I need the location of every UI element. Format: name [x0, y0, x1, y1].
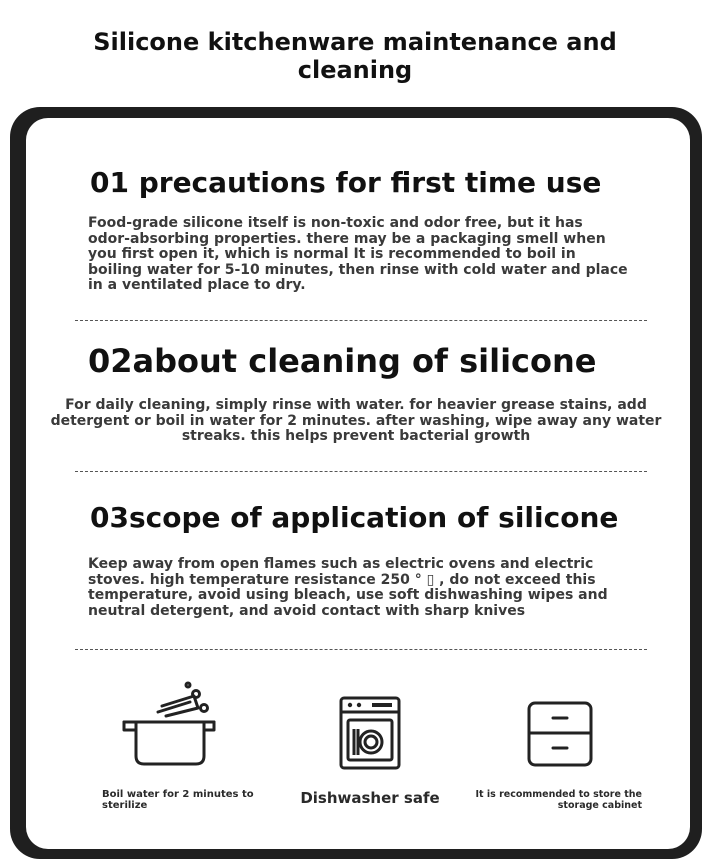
section-body-cleaning: For daily cleaning, simply rinse with water. for heavier grease stains, add detergent or boil in water for 2 minutes. after washing, wipe away any water streaks. this helps prevent bacterial growth	[50, 397, 662, 444]
section-heading-precautions: 01 precautions for first time use	[90, 166, 602, 199]
dishwasher-icon	[337, 695, 403, 771]
section-body-precautions: Food-grade silicone itself is non-toxic and odor free, but it has odor-absorbing properties. there may be a packaging smell when you first open it, which is normal It is recommended to boil in boiling water for 5-10 minutes, then rinse with cold water and place in a ventilated place to dry.	[88, 215, 628, 293]
section-heading-cleaning: 02about cleaning of silicone	[88, 342, 597, 380]
page-title: Silicone kitchenware maintenance and cleaning	[93, 28, 617, 84]
section-divider	[75, 471, 647, 472]
feature-caption-boil: Boil water for 2 minutes to sterilize	[102, 789, 254, 811]
section-body-scope: Keep away from open flames such as electric ovens and electric stoves. high temperature resistance 250 ° ▯ , do not exceed this temperature, avoid using bleach, use soft dishwashing wipes and neutral detergent, and avoid contact with sharp knives	[88, 556, 608, 619]
section-divider	[75, 320, 647, 321]
storage-cabinet-icon	[526, 700, 594, 768]
section-divider	[75, 649, 647, 650]
boiling-pot-icon	[118, 678, 218, 768]
feature-caption-storage: It is recommended to store the storage cabinet	[475, 789, 642, 811]
feature-caption-dishwasher: Dishwasher safe	[300, 789, 440, 807]
section-heading-scope: 03scope of application of silicone	[90, 501, 619, 534]
